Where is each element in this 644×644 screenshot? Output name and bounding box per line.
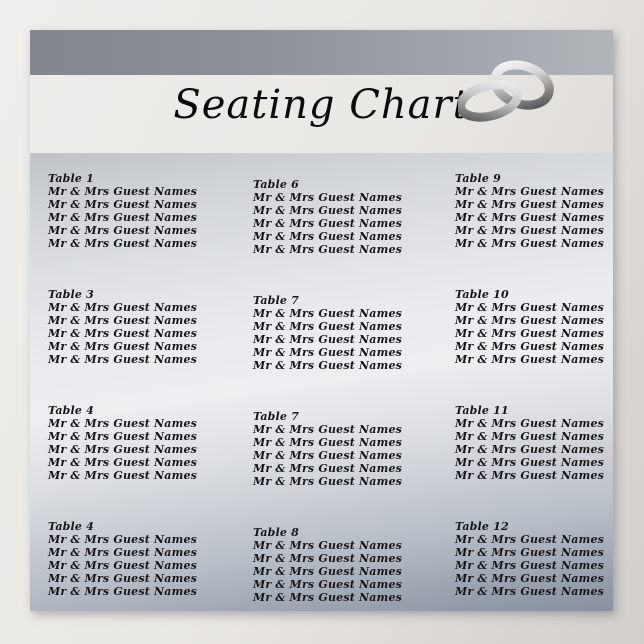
- guest-name: Mr & Mrs Guest Names: [455, 301, 605, 314]
- guest-name: Mr & Mrs Guest Names: [48, 314, 198, 327]
- table-group: [253, 410, 453, 526]
- table-label: Table 7: [253, 294, 300, 307]
- guest-name: Mr & Mrs Guest Names: [455, 340, 605, 353]
- guest-name: Mr & Mrs Guest Names: [253, 191, 403, 204]
- guest-name: Mr & Mrs Guest Names: [48, 430, 198, 443]
- guest-name: Mr & Mrs Guest Names: [48, 417, 198, 430]
- table-group: [455, 172, 613, 288]
- guest-name: Mr & Mrs Guest Names: [48, 211, 198, 224]
- table-label: Table 3: [48, 288, 95, 301]
- guest-name: Mr & Mrs Guest Names: [48, 456, 198, 469]
- guest-name: Mr & Mrs Guest Names: [253, 591, 403, 604]
- guest-name: Mr & Mrs Guest Names: [48, 443, 198, 456]
- table-group: [455, 288, 613, 404]
- table-label: Table 8: [253, 526, 300, 539]
- guest-name: Mr & Mrs Guest Names: [455, 572, 605, 585]
- seating-chart-poster: [30, 30, 613, 611]
- guest-name: Mr & Mrs Guest Names: [253, 359, 403, 372]
- table-group: [48, 172, 248, 288]
- guest-name: Mr & Mrs Guest Names: [253, 320, 403, 333]
- table-label: Table 12: [455, 520, 509, 533]
- guest-name: Mr & Mrs Guest Names: [455, 443, 605, 456]
- table-group: [48, 288, 248, 404]
- table-label: Table 7: [253, 410, 300, 423]
- guest-name: Mr & Mrs Guest Names: [48, 572, 198, 585]
- table-group: [253, 178, 453, 294]
- table-column-3: [455, 172, 613, 611]
- table-label: Table 6: [253, 178, 300, 191]
- guest-name: Mr & Mrs Guest Names: [253, 436, 403, 449]
- guest-name: Mr & Mrs Guest Names: [253, 539, 403, 552]
- guest-name: Mr & Mrs Guest Names: [455, 185, 605, 198]
- guest-name: Mr & Mrs Guest Names: [253, 230, 403, 243]
- table-label: Table 4: [48, 520, 95, 533]
- guest-name: Mr & Mrs Guest Names: [455, 533, 605, 546]
- guest-name: Mr & Mrs Guest Names: [48, 469, 198, 482]
- guest-name: Mr & Mrs Guest Names: [455, 353, 605, 366]
- poster-body: [30, 153, 613, 611]
- table-group: [253, 294, 453, 410]
- table-column-2: [253, 178, 453, 611]
- guest-name: Mr & Mrs Guest Names: [455, 417, 605, 430]
- guest-name: Mr & Mrs Guest Names: [253, 307, 403, 320]
- guest-name: Mr & Mrs Guest Names: [48, 185, 198, 198]
- table-group: [455, 404, 613, 520]
- guest-name: Mr & Mrs Guest Names: [253, 346, 403, 359]
- table-label: Table 11: [455, 404, 509, 417]
- guest-name: Mr & Mrs Guest Names: [253, 578, 403, 591]
- guest-name: Mr & Mrs Guest Names: [253, 204, 403, 217]
- guest-name: Mr & Mrs Guest Names: [455, 469, 605, 482]
- guest-name: Mr & Mrs Guest Names: [253, 423, 403, 436]
- guest-name: Mr & Mrs Guest Names: [253, 552, 403, 565]
- wedding-rings-icon: [458, 54, 556, 130]
- guest-name: Mr & Mrs Guest Names: [48, 237, 198, 250]
- table-column-1: [48, 172, 248, 611]
- guest-name: Mr & Mrs Guest Names: [48, 585, 198, 598]
- table-group: [253, 526, 453, 611]
- guest-name: Mr & Mrs Guest Names: [48, 198, 198, 211]
- guest-name: Mr & Mrs Guest Names: [48, 546, 198, 559]
- guest-name: Mr & Mrs Guest Names: [455, 237, 605, 250]
- guest-name: Mr & Mrs Guest Names: [455, 546, 605, 559]
- guest-name: Mr & Mrs Guest Names: [455, 585, 605, 598]
- guest-name: Mr & Mrs Guest Names: [253, 217, 403, 230]
- guest-name: Mr & Mrs Guest Names: [455, 211, 605, 224]
- guest-name: Mr & Mrs Guest Names: [253, 462, 403, 475]
- poster-title: Seating Chart: [173, 82, 470, 128]
- guest-name: Mr & Mrs Guest Names: [48, 327, 198, 340]
- table-group: [48, 520, 248, 611]
- table-label: Table 4: [48, 404, 95, 417]
- guest-name: Mr & Mrs Guest Names: [48, 301, 198, 314]
- guest-name: Mr & Mrs Guest Names: [455, 198, 605, 211]
- table-group: [455, 520, 613, 611]
- guest-name: Mr & Mrs Guest Names: [253, 475, 403, 488]
- guest-name: Mr & Mrs Guest Names: [253, 449, 403, 462]
- table-label: Table 10: [455, 288, 509, 301]
- guest-name: Mr & Mrs Guest Names: [455, 559, 605, 572]
- guest-name: Mr & Mrs Guest Names: [48, 340, 198, 353]
- guest-name: Mr & Mrs Guest Names: [455, 224, 605, 237]
- guest-name: Mr & Mrs Guest Names: [48, 533, 198, 546]
- guest-name: Mr & Mrs Guest Names: [48, 559, 198, 572]
- table-label: Table 9: [455, 172, 502, 185]
- guest-name: Mr & Mrs Guest Names: [253, 565, 403, 578]
- guest-name: Mr & Mrs Guest Names: [455, 430, 605, 443]
- guest-name: Mr & Mrs Guest Names: [455, 314, 605, 327]
- table-label: Table 1: [48, 172, 95, 185]
- guest-name: Mr & Mrs Guest Names: [48, 224, 198, 237]
- guest-name: Mr & Mrs Guest Names: [253, 243, 403, 256]
- table-group: [48, 404, 248, 520]
- guest-name: Mr & Mrs Guest Names: [253, 333, 403, 346]
- guest-name: Mr & Mrs Guest Names: [455, 327, 605, 340]
- guest-name: Mr & Mrs Guest Names: [48, 353, 198, 366]
- guest-name: Mr & Mrs Guest Names: [455, 456, 605, 469]
